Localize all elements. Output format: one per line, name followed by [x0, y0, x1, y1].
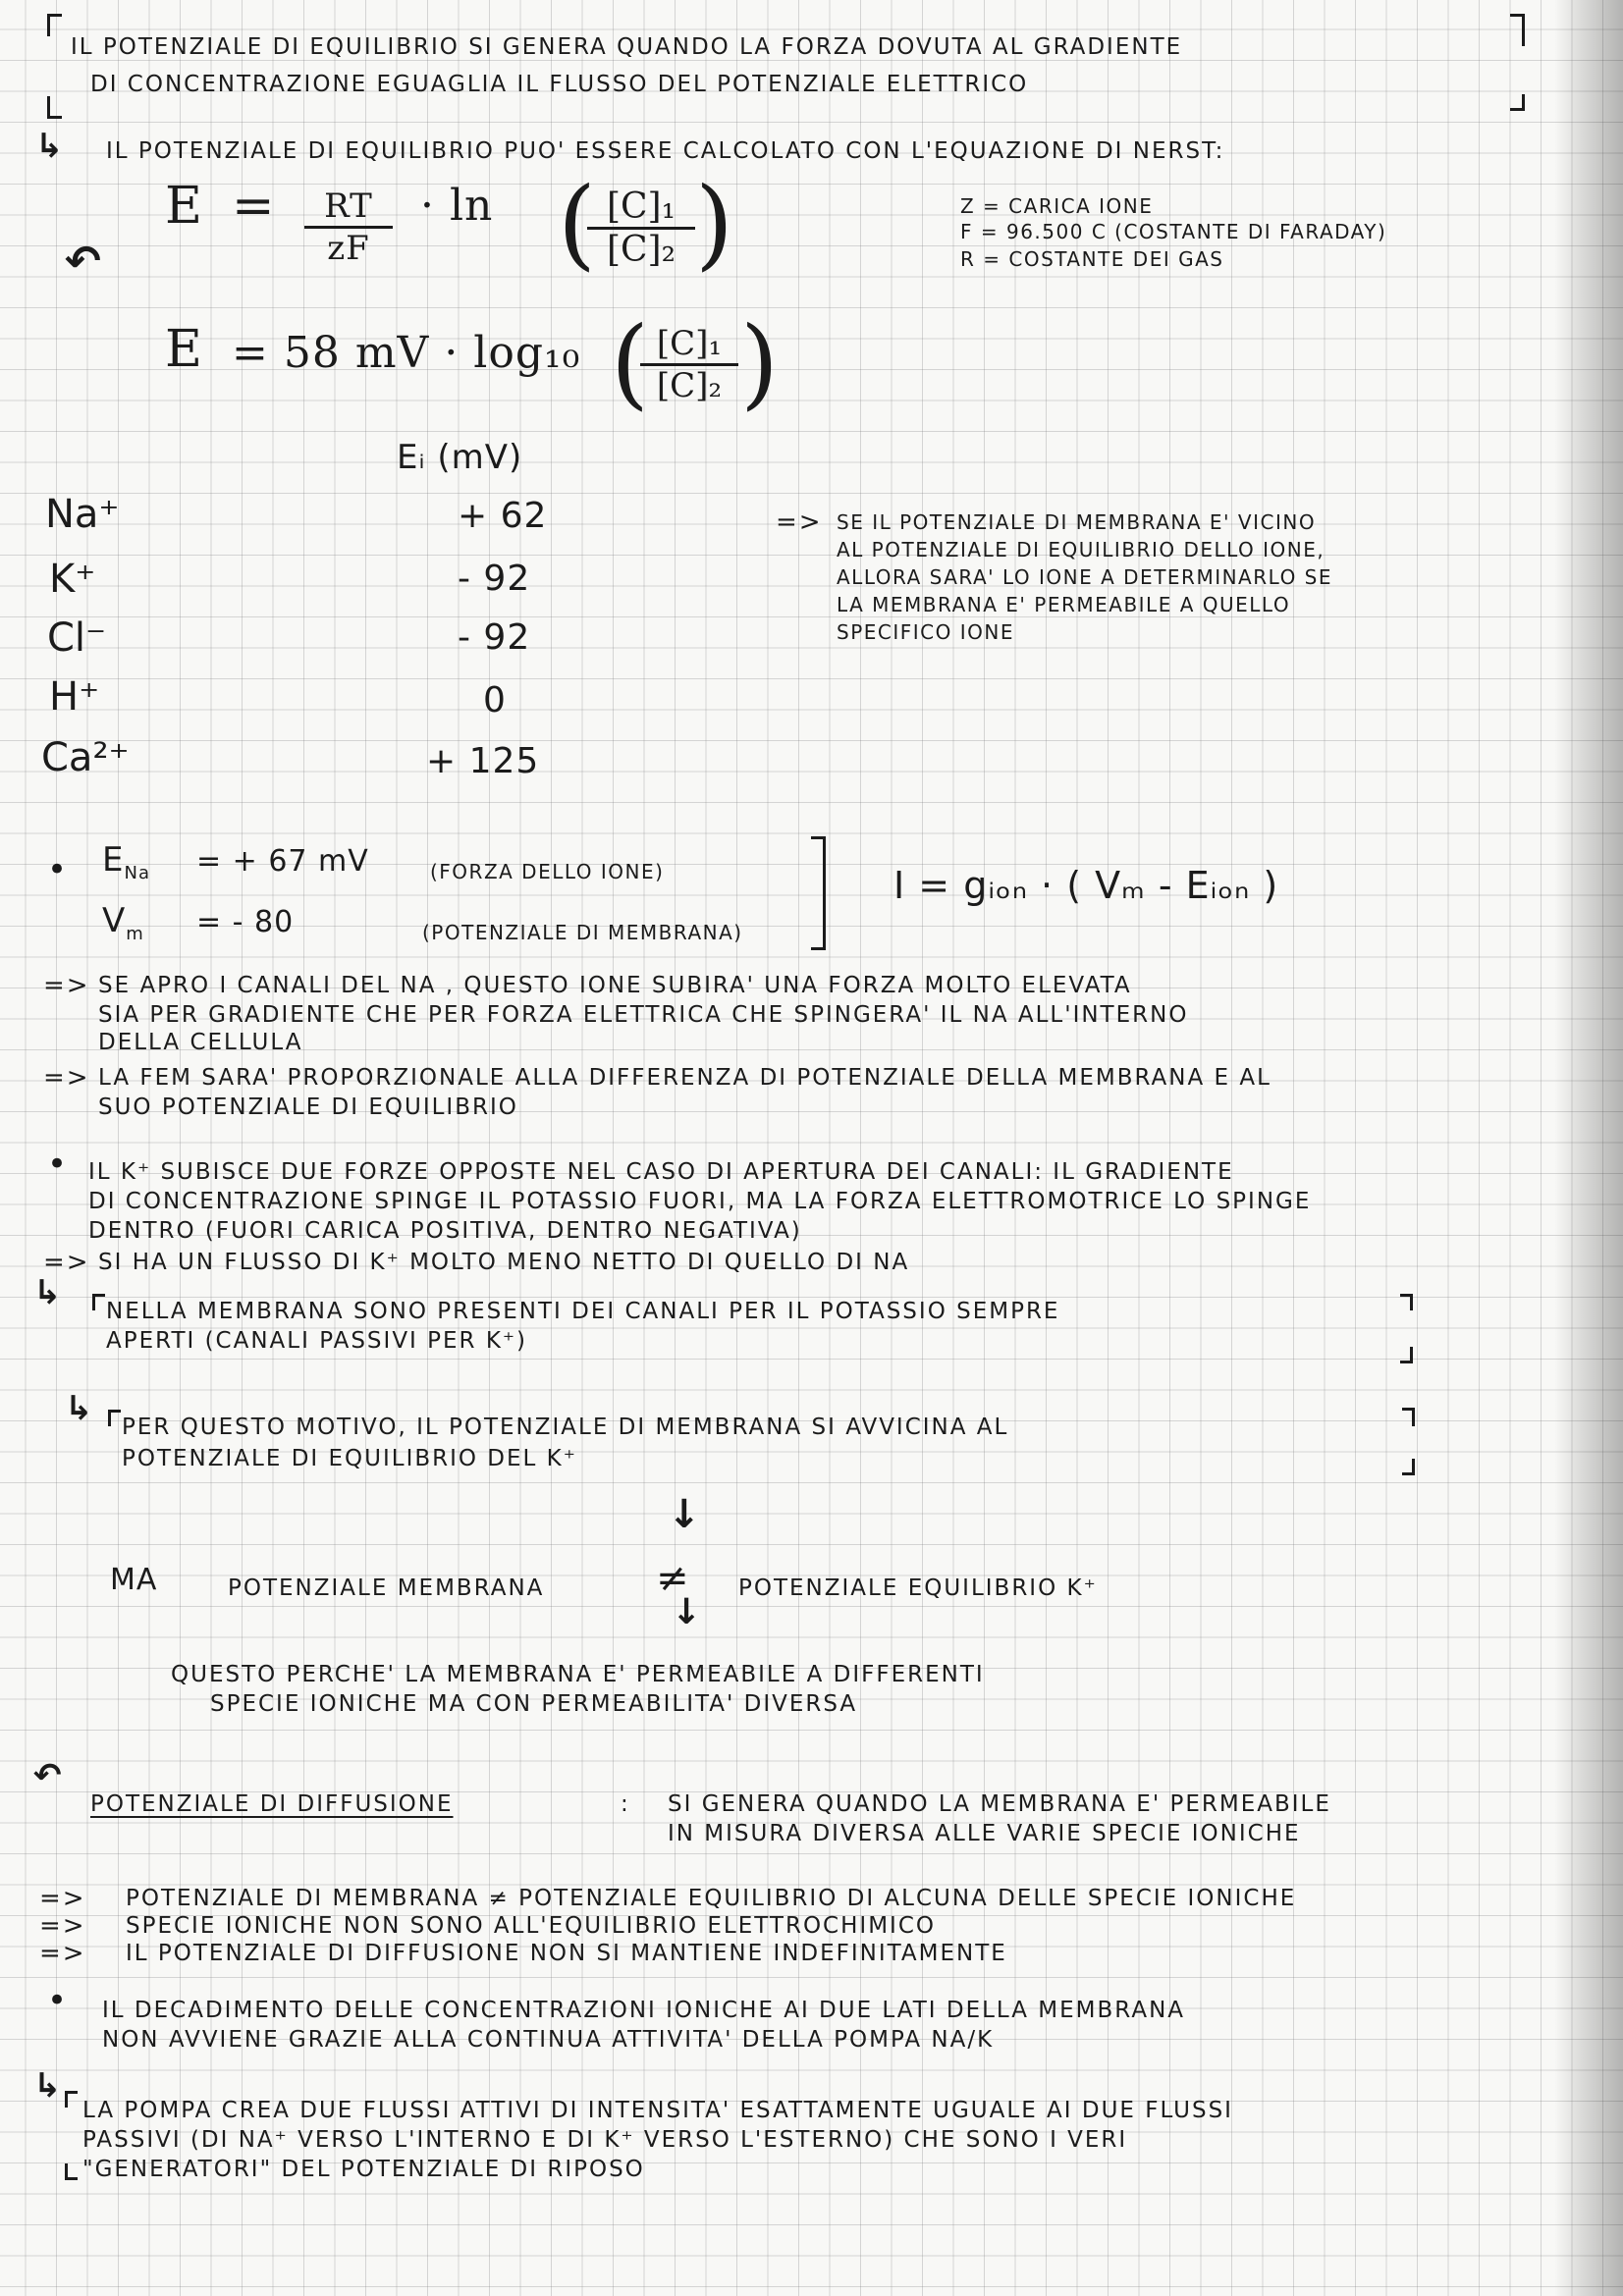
curved-arrow: ↶	[65, 237, 101, 287]
diffusion-def-2: IN MISURA DIVERSA ALLE VARIE SPECIE IONICHE	[668, 1821, 1301, 1846]
corner-bracket	[65, 2091, 78, 2108]
ions-header: Eᵢ (mV)	[397, 438, 523, 477]
curved-arrow: ↶	[33, 1756, 62, 1795]
down-arrow: ↓	[668, 1492, 701, 1537]
concentration-2: [C]₂	[606, 230, 676, 270]
implies-arrow: =>	[39, 1884, 86, 1913]
corner-bracket	[1510, 94, 1525, 111]
para1-line: SIA PER GRADIENTE CHE PER FORZA ELETTRICA CHE SPINGERA' IL NA ALL'INTERNO	[98, 1002, 1189, 1028]
ion-label: Ca²⁺	[41, 735, 130, 780]
nernst-coefficient: = 58 mV · log₁₀	[232, 328, 581, 378]
implies-arrow: =>	[43, 971, 90, 1000]
ena-note: (FORZA DELLO IONE)	[430, 860, 665, 883]
para3-line: DENTRO (FUORI CARICA POSITIVA, DENTRO NEGATIVA)	[88, 1218, 802, 1244]
para3-line: DI CONCENTRAZIONE SPINGE IL POTASSIO FUORI, MA LA FORZA ELETTROMOTRICE LO SPINGE	[88, 1189, 1312, 1214]
vm-symbol: V	[102, 901, 127, 940]
corner-bracket	[65, 2163, 78, 2180]
para2-line: LA FEM SARA' PROPORZIONALE ALLA DIFFERENZA DI POTENZIALE DELLA MEMBRANA E AL	[98, 1065, 1271, 1091]
intro-line-2: DI CONCENTRAZIONE EGUAGLIA IL FLUSSO DEL POTENZIALE ELETTRICO	[90, 72, 1029, 97]
ion-note-line: LA MEMBRANA E' PERMEABILE A QUELLO	[837, 593, 1291, 616]
paren-open: (	[611, 305, 651, 420]
corner-bracket	[92, 1294, 105, 1310]
para1-line: DELLA CELLULA	[98, 1030, 303, 1055]
nernst-fraction	[304, 187, 393, 268]
nernst-equals: =	[232, 177, 276, 236]
nernst-lhs: E	[165, 177, 203, 236]
ion-value: - 92	[458, 617, 531, 658]
nernst-lhs-2: E	[165, 320, 203, 379]
ion-label: Cl⁻	[47, 615, 107, 661]
ion-label: K⁺	[49, 557, 96, 602]
implies-arrow: =>	[43, 1063, 90, 1093]
bullet: •	[47, 1145, 69, 1184]
concentration-fraction	[587, 187, 695, 270]
corner-bracket	[108, 1410, 121, 1426]
vm-subscript: m	[126, 923, 144, 944]
ena-subscript: Na	[124, 862, 150, 883]
para7-line: IL DECADIMENTO DELLE CONCENTRAZIONI IONICHE AI DUE LATI DELLA MEMBRANA	[102, 1998, 1186, 2023]
diffusion-def-1: SI GENERA QUANDO LA MEMBRANA E' PERMEABILE	[668, 1791, 1331, 1817]
ion-label: H⁺	[49, 674, 100, 720]
concentration-fraction-2	[640, 324, 738, 405]
nernst-numerator: RT	[324, 187, 373, 226]
para8-line: "GENERATORI" DEL POTENZIALE DI RIPOSO	[82, 2157, 645, 2182]
ion-label: Na⁺	[45, 492, 120, 537]
para8-line: PASSIVI (DI NA⁺ VERSO L'INTERNO E DI K⁺ VERSO L'ESTERNO) CHE SONO I VERI	[82, 2127, 1128, 2153]
implies-arrow: =>	[39, 1939, 86, 1968]
right-bracket	[811, 836, 826, 950]
corner-bracket	[1400, 1294, 1413, 1310]
legend-r: R = COSTANTE DEI GAS	[960, 247, 1224, 271]
concentration-2: [C]₂	[656, 366, 723, 405]
ion-value: 0	[483, 680, 507, 721]
corner-bracket	[1400, 1347, 1413, 1363]
hook-arrow: ↳	[33, 2066, 62, 2106]
ma-word: MA	[110, 1563, 158, 1597]
intro-line-3: IL POTENZIALE DI EQUILIBRIO PUO' ESSERE CALCOLATO CON L'EQUAZIONE DI NERST:	[106, 138, 1225, 164]
consequence: SPECIE IONICHE NON SONO ALL'EQUILIBRIO ELETTROCHIMICO	[126, 1913, 936, 1939]
ena-label	[102, 840, 150, 887]
down-arrow: ↓	[672, 1592, 702, 1632]
corner-bracket	[47, 14, 62, 36]
para8-line: LA POMPA CREA DUE FLUSSI ATTIVI DI INTENSITA' ESATTAMENTE UGUALE AI DUE FLUSSI	[82, 2098, 1233, 2123]
perche-line: SPECIE IONICHE MA CON PERMEABILITA' DIVERSA	[210, 1691, 858, 1717]
nernst-denominator: zF	[327, 229, 370, 268]
implies-arrow: =>	[776, 507, 823, 537]
not-equal-sign: ≠	[656, 1556, 690, 1601]
intro-line-1: IL POTENZIALE DI EQUILIBRIO SI GENERA QUANDO LA FORZA DOVUTA AL GRADIENTE	[71, 34, 1183, 60]
diffusion-colon: :	[621, 1791, 630, 1817]
para5-line: NELLA MEMBRANA SONO PRESENTI DEI CANALI PER IL POTASSIO SEMPRE	[106, 1299, 1060, 1324]
ma-left: POTENZIALE MEMBRANA	[228, 1575, 545, 1601]
diffusion-title: POTENZIALE DI DIFFUSIONE	[90, 1791, 454, 1817]
para4: SI HA UN FLUSSO DI K⁺ MOLTO MENO NETTO DI QUELLO DI NA	[98, 1250, 910, 1275]
corner-bracket	[1402, 1408, 1415, 1426]
legend-f: F = 96.500 C (COSTANTE DI FARADAY)	[960, 220, 1387, 243]
nernst-ln: · ln	[420, 181, 494, 231]
corner-bracket	[1510, 14, 1525, 46]
ion-note-line: ALLORA SARA' LO IONE A DETERMINARLO SE	[837, 565, 1332, 589]
implies-arrow: =>	[39, 1911, 86, 1941]
paren-open: (	[558, 166, 598, 281]
concentration-1: [C]₁	[606, 187, 676, 227]
hook-arrow: ↳	[35, 127, 64, 166]
corner-bracket	[47, 96, 62, 119]
ion-value: - 92	[458, 559, 531, 599]
para6-line: POTENZIALE DI EQUILIBRIO DEL K⁺	[122, 1446, 577, 1471]
ion-value: + 125	[426, 741, 540, 781]
consequence: POTENZIALE DI MEMBRANA ≠ POTENZIALE EQUILIBRIO DI ALCUNA DELLE SPECIE IONICHE	[126, 1886, 1297, 1911]
current-formula: I = gᵢₒₙ · ( Vₘ - Eᵢₒₙ )	[893, 864, 1279, 907]
ena-symbol: E	[102, 840, 125, 880]
ion-note-line: SE IL POTENZIALE DI MEMBRANA E' VICINO	[837, 510, 1317, 534]
ion-value: + 62	[458, 496, 548, 536]
vm-label	[102, 901, 144, 948]
para1-line: SE APRO I CANALI DEL NA , QUESTO IONE SUBIRA' UNA FORZA MOLTO ELEVATA	[98, 973, 1132, 998]
legend-z: Z = CARICA IONE	[960, 194, 1154, 218]
page-edge-shadow	[1554, 0, 1623, 2296]
para6-line: PER QUESTO MOTIVO, IL POTENZIALE DI MEMBRANA SI AVVICINA AL	[122, 1415, 1009, 1440]
ion-note-line: AL POTENZIALE DI EQUILIBRIO DELLO IONE,	[837, 538, 1325, 561]
vm-note: (POTENZIALE DI MEMBRANA)	[422, 921, 743, 944]
vm-value: = - 80	[196, 905, 295, 939]
ma-right: POTENZIALE EQUILIBRIO K⁺	[738, 1575, 1098, 1601]
bullet: •	[47, 850, 69, 889]
hook-arrow: ↳	[65, 1389, 93, 1428]
concentration-1: [C]₁	[656, 324, 723, 363]
para2-line: SUO POTENZIALE DI EQUILIBRIO	[98, 1095, 518, 1120]
implies-arrow: =>	[43, 1248, 90, 1277]
consequence: IL POTENZIALE DI DIFFUSIONE NON SI MANTIENE INDEFINITAMENTE	[126, 1941, 1007, 1966]
para7-line: NON AVVIENE GRAZIE ALLA CONTINUA ATTIVITA' DELLA POMPA NA/K	[102, 2027, 995, 2053]
ion-note-line: SPECIFICO IONE	[837, 620, 1014, 644]
hook-arrow: ↳	[33, 1273, 62, 1312]
paren-close: )	[695, 166, 735, 281]
perche-line: QUESTO PERCHE' LA MEMBRANA E' PERMEABILE A DIFFERENTI	[171, 1662, 985, 1687]
paren-close: )	[740, 305, 781, 420]
bullet: •	[47, 1981, 69, 2020]
corner-bracket	[1402, 1459, 1415, 1475]
para5-line: APERTI (CANALI PASSIVI PER K⁺)	[106, 1328, 528, 1354]
ena-value: = + 67 mV	[196, 844, 369, 879]
para3-line: IL K⁺ SUBISCE DUE FORZE OPPOSTE NEL CASO DI APERTURA DEI CANALI: IL GRADIENTE	[88, 1159, 1234, 1185]
